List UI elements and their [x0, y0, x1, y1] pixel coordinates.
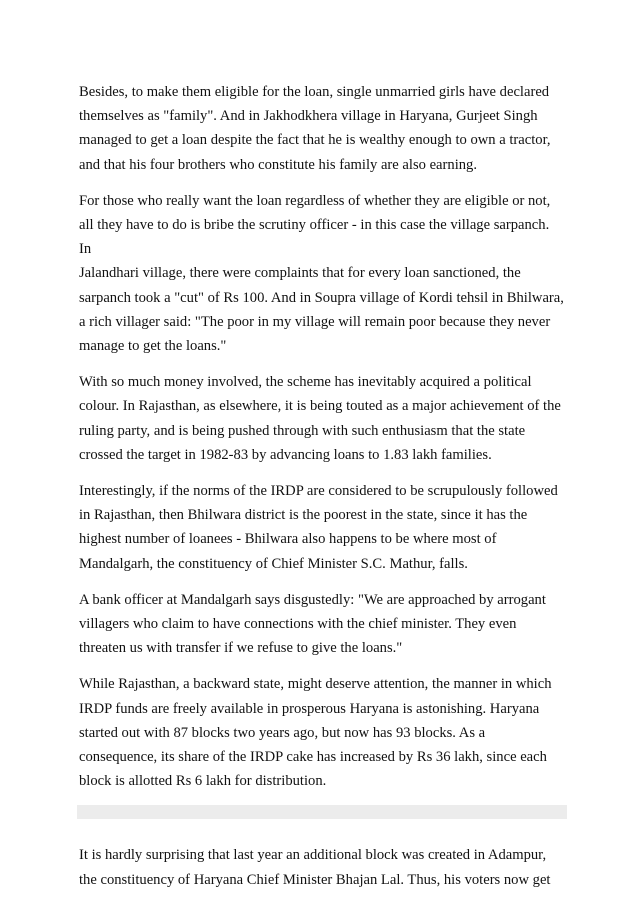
- article-body: [79, 80, 565, 904]
- paragraph: A bank officer at Mandalgarh says disgustedly: "We are approached by arrogant villagers who claim to have connections with the chief minister. They even threaten us with transfer if we refuse to give the loans.": [79, 591, 546, 657]
- paragraph: With so much money involved, the scheme has inevitably acquired a political colour. In Rajasthan, as elsewhere, it is being touted as a major achievement of the ruling party, and is being pushed through with such enthusiasm that the state crossed the target in 1982-83 by advancing loans to 1.83 lakh families.: [79, 374, 561, 463]
- paragraph: It is hardly surprising that last year an additional block was created in Adampur, the constituency of Haryana Chief Minister Bhajan Lal. Thus, his voters now get: [79, 847, 551, 888]
- paragraph: For those who really want the loan regardless of whether they are eligible or not, all they have to do is bribe the scrutiny officer - in this case the village sarpanch. In Jalandhari village, there were complaints that for every loan sanctioned, the sarpanch took a "cut" of Rs 100. And in Soupra village of Kordi tehsil in Bhilwara, a rich villager said: "The poor in my village will remain poor because they never manage to get the loans.": [79, 192, 564, 355]
- paragraph: Interestingly, if the norms of the IRDP are considered to be scrupulously followed in Rajasthan, then Bhilwara district is the poorest in the state, since it has the highest number of loanees - Bhilwara also happens to be where most of Mandalgarh, the constituency of Chief Minister S.C. Mathur, falls.: [79, 483, 558, 572]
- paragraph: While Rajasthan, a backward state, might deserve attention, the manner in which IRDP funds are freely available in prosperous Haryana is astonishing. Haryana started out with 87 blocks two years ago, but now has 93 blocks. As a consequence, its share of the IRDP cake has increased by Rs 36 lakh, since each block is allotted Rs 6 lakh for distribution.: [79, 676, 552, 790]
- paragraph: Besides, to make them eligible for the loan, single unmarried girls have declared themselves as "family". And in Jakhodkhera village in Haryana, Gurjeet Singh managed to get a loan despite the fact that he is wealthy enough to own a tractor, and that his four brothers who constitute his family are also earning.: [79, 84, 551, 173]
- section-divider-bar: [77, 805, 567, 819]
